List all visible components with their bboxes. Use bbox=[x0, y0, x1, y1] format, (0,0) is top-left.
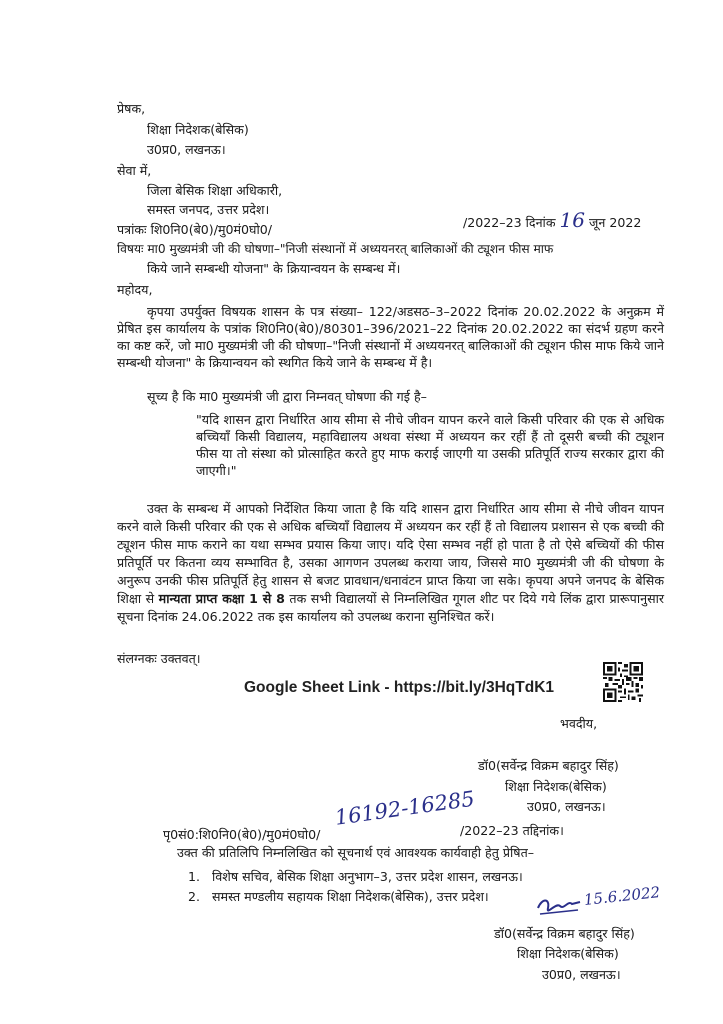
handwritten-range: 16192-16285 bbox=[333, 786, 477, 830]
paragraph-1: कृपया उपर्युक्त विषयक शासन के पत्र संख्या– 122/अडसठ–3–2022 दिनांक 20.02.2022 के अनुक्रम में प्रेषित इस कार्यालय के पत्रांक शि0नि0(बे0)/80301–396/2021–22 दिनांक 20.02.2022 का संदर्भ ग्रहण करने का कष्ट करें, जो मा0 मुख्यमंत्री जी की घोषणा–"निजी संस्थानों में अध्ययनरत् बालिकाओं की ट्यूशन फीस माफ किये जाने सम्बन्धी योजना" के क्रियान्वयन को स्थगित किये जाने के सम्बन्ध में है। bbox=[117, 304, 664, 370]
enclosure: संलग्नकः उक्तवत्। bbox=[117, 651, 201, 666]
endorsement-intro: उक्त की प्रतिलिपि निम्नलिखित को सूचनार्थ एवं आवश्यक कार्यवाही हेतु प्रेषित– bbox=[177, 845, 535, 860]
handwritten-signature bbox=[534, 894, 584, 922]
paragraph-3-part1: उक्त के सम्बन्ध में आपको निर्देशित किया जाता है कि यदि शासन द्वारा निर्धारित आय सीमा से नीचे जीवन यापन करने वाले किसी परिवार की एक से अधिक बच्चियाँ विद्यालय में अध्ययन कर रहीं हैं तो विद्यालय प्रशासन से एक बच्ची की ट्यूशन फीस माफ कराने का यथा सम्भव प्रयास किया जाए। यदि ऐसा सम्भव नहीं हो पाता है तो ऐसे बच्चियों की फीस प्रतिपूर्ति पर कितना व्यय सम्भावित है, उसका आगणन उपलब्ध कराया जाय, जिससे मा0 मुख्यमंत्री जी की घोषणा के अनुरूप उनकी फीस प्रतिपूर्ति हेतु शासन से बजट प्रावधान/धनावंटन प्राप्त किया जा सके। कृपया अपने जनपद के बेसिक शिक्षा से bbox=[117, 501, 664, 606]
qr-code bbox=[603, 662, 643, 702]
announcement-quote: "यदि शासन द्वारा निर्धारित आय सीमा से नीचे जीवन यापन करने वाले किसी परिवार की एक से अधिक बच्चियाँ किसी विद्यालय, महाविद्यालय अथवा संस्था में अध्ययन कर रहीं हैं तो दूसरी बच्ची की ट्यूशन फीस या तो संस्था को प्रोत्साहित करते हुए माफ कराई जाएगी या उसकी प्रतिपूर्ति राज्य सरकार द्वारा की जाएगी।" bbox=[196, 412, 664, 478]
sender-place: उ0प्र0, लखनऊ। bbox=[147, 142, 226, 157]
salutation: महोदय, bbox=[117, 282, 153, 297]
reference-date bbox=[463, 208, 642, 232]
signature-date: 15.6.2022 bbox=[583, 883, 661, 909]
patrank: पत्रांकः शि0नि0(बे0)/मु0मं0घो0/ bbox=[117, 222, 273, 237]
item-2-text: समस्त मण्डलीय सहायक शिक्षा निदेशक(बेसिक), उत्तर प्रदेश। bbox=[212, 889, 489, 904]
recipient-heading: सेवा में, bbox=[117, 163, 152, 178]
closing2-name: डॉ0(सर्वेन्द्र विक्रम बहादुर सिंह) bbox=[494, 926, 635, 941]
google-sheet-label: Google Sheet Link - bbox=[244, 679, 394, 696]
closing-designation: शिक्षा निदेशक(बेसिक) bbox=[505, 779, 607, 794]
subject-line2: किये जाने सम्बन्धी योजना" के क्रियान्वयन के सम्बन्ध में। bbox=[147, 261, 401, 276]
google-sheet-link[interactable]: https://bit.ly/3HqTdK1 bbox=[393, 679, 555, 696]
endorsement-item-2 bbox=[188, 889, 489, 905]
paragraph-3-bold: मान्यता प्राप्त कक्षा 1 से 8 bbox=[158, 591, 285, 606]
recipient-line2: समस्त जनपद, उत्तर प्रदेश। bbox=[147, 202, 270, 217]
sender-heading: प्रेषक, bbox=[117, 101, 146, 116]
closing2-designation: शिक्षा निदेशक(बेसिक) bbox=[517, 946, 619, 961]
recipient-line1: जिला बेसिक शिक्षा अधिकारी, bbox=[147, 183, 283, 198]
endorsement-year-date: /2022–23 तद्दिनांक। bbox=[460, 823, 564, 838]
month-year: जून 2022 bbox=[588, 215, 642, 230]
closing-name: डॉ0(सर्वेन्द्र विक्रम बहादुर सिंह) bbox=[478, 758, 619, 773]
google-sheet-line bbox=[244, 678, 554, 698]
year-date-label: /2022–23 दिनांक bbox=[463, 215, 556, 230]
paragraph-3 bbox=[117, 500, 664, 626]
handwritten-day: 16 bbox=[559, 208, 585, 232]
paragraph-3-part2: तक सभी विद्यालयों से निम्नलिखित गूगल शीट पर दिये गये लिंक द्वारा प्रारूपानुसार सूचना दिनांक 24.06.2022 तक इस कार्यालय को उपलब्ध कराना सुनिश्चित करें। bbox=[117, 591, 664, 624]
subject-line1: विषयः मा0 मुख्यमंत्री जी की घोषणा–"निजी संस्थानों में अध्ययनरत् बालिकाओं की ट्यूशन फीस माफ bbox=[117, 242, 554, 256]
closing-place: उ0प्र0, लखनऊ। bbox=[527, 799, 606, 814]
item-2-num: 2. bbox=[188, 889, 201, 904]
item-1-text: विशेष सचिव, बेसिक शिक्षा अनुभाग–3, उत्तर प्रदेश शासन, लखनऊ। bbox=[212, 869, 523, 884]
paragraph-2-intro: सूच्य है कि मा0 मुख्यमंत्री जी द्वारा निम्नवत् घोषणा की गई है– bbox=[147, 389, 427, 404]
item-1-num: 1. bbox=[188, 869, 201, 884]
closing-yours: भवदीय, bbox=[560, 716, 598, 731]
endorsement-item-1 bbox=[188, 869, 523, 885]
closing2-place: उ0प्र0, लखनऊ। bbox=[542, 967, 621, 982]
endorsement-ref: पृ0सं0:शि0नि0(बे0)/मु0मं0घो0/ bbox=[163, 827, 321, 842]
sender-name: शिक्षा निदेशक(बेसिक) bbox=[147, 122, 249, 137]
